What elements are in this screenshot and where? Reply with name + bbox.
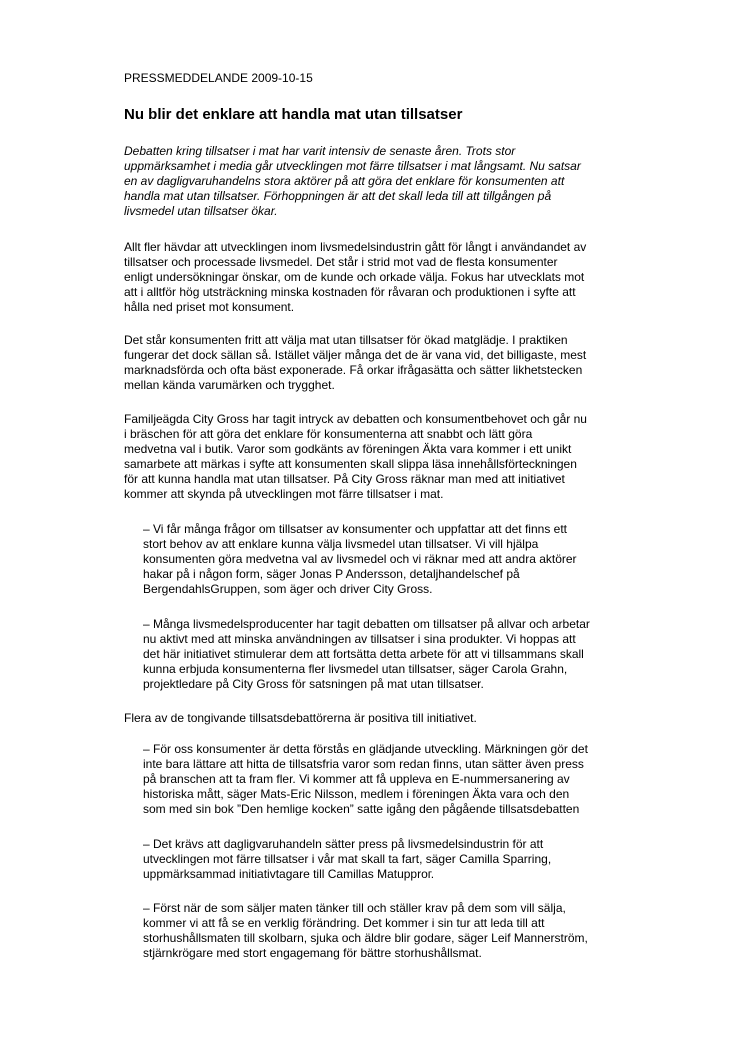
quote-line: BergendahlsGruppen, som äger och driver City Gross. <box>143 582 433 596</box>
paragraph-line: hålla ned priset mot konsument. <box>124 300 295 314</box>
lead-line: handla mat utan tillsatser. Förhoppningen är att det skall leda till att tillgången på <box>124 189 552 203</box>
lead-line: en av dagligvaruhandelns stora aktörer på att göra det enklare för konsumenten att <box>124 174 565 188</box>
paragraph-line: kommer att skynda på utvecklingen mot färre tillsatser i mat. <box>124 487 444 501</box>
quote-line: projektledare på City Gross för satsningen på mat utan tillsatser. <box>143 677 484 691</box>
quote-line: – För oss konsumenter är detta förstås en glädjande utveckling. Märkningen gör det <box>143 742 588 756</box>
lead-paragraph <box>124 144 644 219</box>
paragraph-line: tillsatser och processade livsmedel. Det står i strid mot vad de flesta konsumenter <box>124 255 558 269</box>
paragraph-line: Allt fler hävdar att utvecklingen inom livsmedelsindustrin gått för långt i användandet av <box>124 240 587 254</box>
paragraph-line: fungerar det dock sällan så. Istället väljer många det de är vana vid, det billigaste, mest <box>124 348 587 362</box>
paragraph-line: Familjeägda City Gross har tagit intryck av debatten och konsumentbehovet och går nu <box>124 412 587 426</box>
quote-paragraph <box>143 522 643 597</box>
paragraph-line: Det står konsumenten fritt att välja mat utan tillsatser för ökad matglädje. I praktiken <box>124 333 568 347</box>
body-paragraph <box>124 240 644 315</box>
lead-line: livsmedel utan tillsatser ökar. <box>124 204 278 218</box>
paragraph-line: Flera av de tongivande tillsatsdebattörerna är positiva till initiativet. <box>124 711 477 725</box>
quote-line: – Först när de som säljer maten tänker till och ställer krav på dem som vill sälja, <box>143 901 566 915</box>
quote-line: stjärnkrögare med stort engagemang för bättre storhushållsmat. <box>143 946 482 960</box>
paragraph-line: samarbete att märkas i syfte att konsumenten skall slippa läsa innehållsförteckningen <box>124 457 577 471</box>
quote-line: utvecklingen mot färre tillsatser i vår mat skall ta fart, säger Camilla Sparring, <box>143 852 552 866</box>
paragraph-line: i bräschen för att göra det enklare för konsumenterna att snabbt och lätt göra <box>124 427 533 441</box>
quote-paragraph <box>143 742 643 817</box>
quote-line: – Många livsmedelsproducenter har tagit debatten om tillsatser på allvar och arbetar <box>143 617 590 631</box>
document-type-date: PRESSMEDDELANDE 2009-10-15 <box>124 71 313 85</box>
quote-line: det här initiativet stimulerar dem att fortsätta detta arbete för att vi tillsammans skall <box>143 647 584 661</box>
quote-line: konsumenten göra medvetna val av livsmedel och vi räknar med att andra aktörer <box>143 552 577 566</box>
body-paragraph <box>124 711 644 726</box>
quote-line: kunna erbjuda konsumenterna fler livsmedel utan tillsatser, säger Carola Grahn, <box>143 662 568 676</box>
paragraph-line: att i alltför hög utsträckning minska kostnaden för råvaran och produktionen i syfte att <box>124 285 576 299</box>
paragraph-line: för att kunna handla mat utan tillsatser. På City Gross räknar man med att initiativet <box>124 472 565 486</box>
quote-line: stort behov av att enklare kunna välja livsmedel utan tillsatser. Vi vill hjälpa <box>143 537 539 551</box>
paragraph-line: mellan kända varumärken och trygghet. <box>124 378 335 392</box>
quote-line: hakar på i någon form, säger Jonas P Andersson, detaljhandelschef på <box>143 567 520 581</box>
quote-line: som med sin bok ”Den hemlige kocken” satte igång den pågående tillsatsdebatten <box>143 802 580 816</box>
quote-paragraph <box>143 837 643 882</box>
quote-line: på branschen att ta fram fler. Vi kommer att få uppleva en E-nummersanering av <box>143 772 570 786</box>
body-paragraph <box>124 412 644 502</box>
quote-line: kommer vi att få se en verklig förändring. Det kommer i sin tur att leda till att <box>143 916 545 930</box>
quote-line: uppmärksammad initiativtagare till Camillas Matupproг. <box>143 867 435 881</box>
quote-paragraph <box>143 617 643 692</box>
paragraph-line: enligt undersökningar önskar, om de kunde och orkade välja. Fokus har utvecklats mot <box>124 270 585 284</box>
quote-line: inte bara lättare att hitta de tillsatsfria varor som redan finns, utan sätter även press <box>143 757 584 771</box>
paragraph-line: marknadsförda och ofta bäst exponerade. Få orkar ifrågasätta och sätter likhetstecken <box>124 363 583 377</box>
quote-line: – Vi får många frågor om tillsatser av konsumenter och uppfattar att det finns ett <box>143 522 567 536</box>
quote-line: – Det krävs att dagligvaruhandeln sätter press på livsmedelsindustrin för att <box>143 837 544 851</box>
lead-line: Debatten kring tillsatser i mat har varit intensiv de senaste åren. Trots stor <box>124 144 516 158</box>
quote-line: storhushållsmaten till skolbarn, sjuka och äldre blir godare, säger Leif Mannerström, <box>143 931 588 945</box>
quote-line: historiska mått, säger Mats-Eric Nilsson, medlem i föreningen Äkta vara och den <box>143 787 570 801</box>
paragraph-line: medvetna val i butik. Varor som godkänts av föreningen Äkta vara kommer i ett unikt <box>124 442 572 456</box>
quote-paragraph <box>143 901 643 961</box>
body-paragraph <box>124 333 644 393</box>
headline: Nu blir det enklare att handla mat utan tillsatser <box>124 106 463 123</box>
quote-line: nu aktivt med att minska användningen av tillsatser i sina produkter. Vi hoppas att <box>143 632 576 646</box>
lead-line: uppmärksamhet i media går utvecklingen mot färre tillsatser i mat långsamt. Nu satsar <box>124 159 581 173</box>
